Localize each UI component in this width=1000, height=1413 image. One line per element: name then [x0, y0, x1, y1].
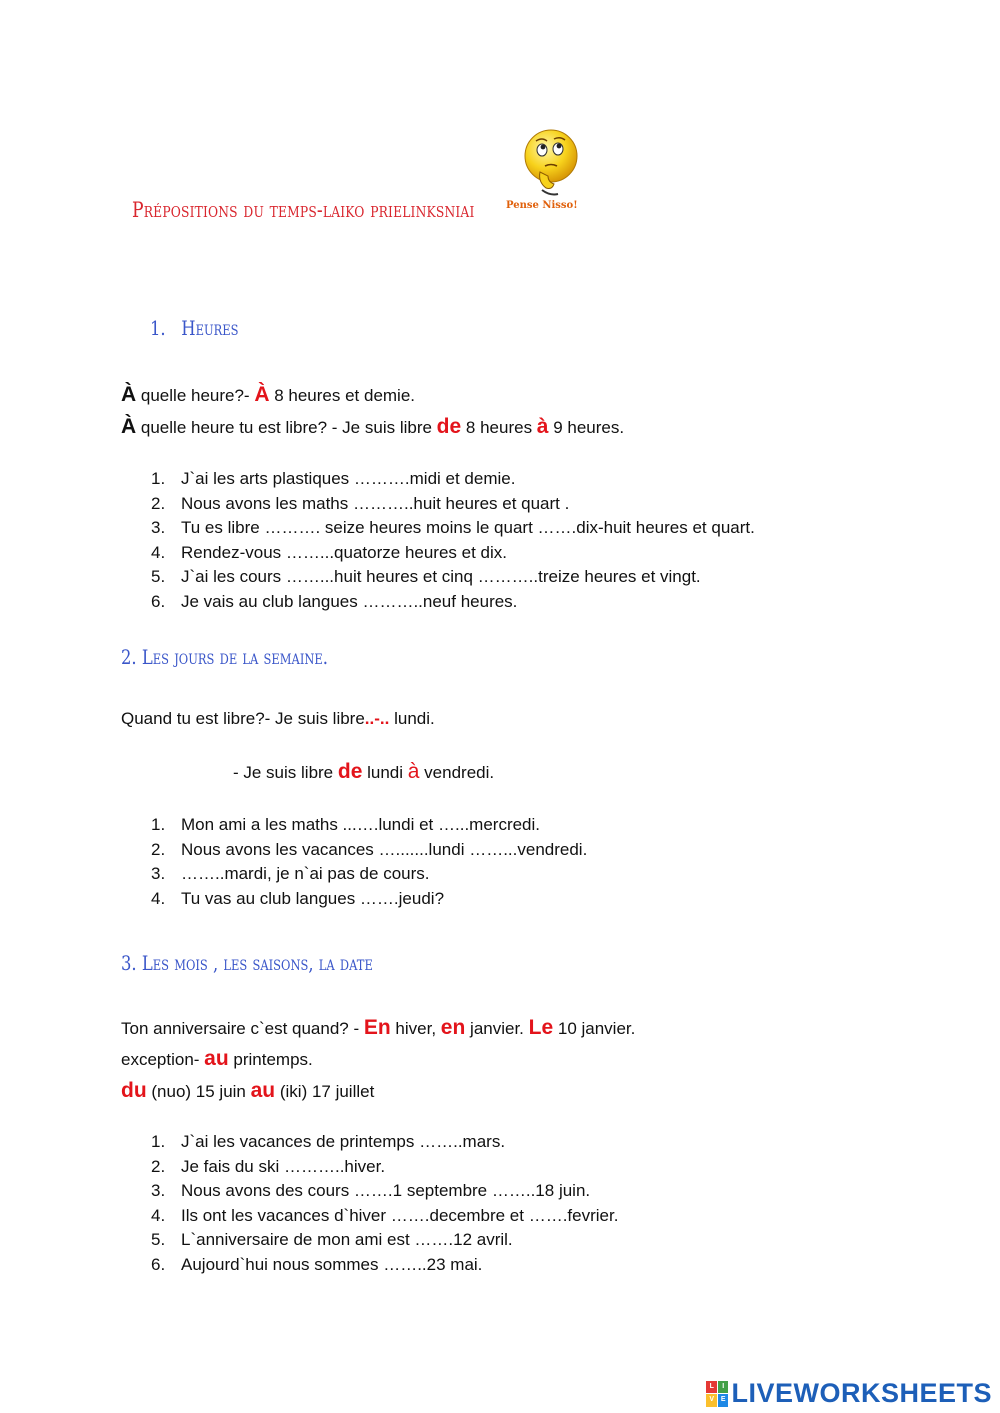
preposition-highlight: au [250, 1079, 276, 1102]
list-item: 2. Je fais du ski ………..hiver. [151, 1156, 386, 1176]
list-item: 4. Rendez-vous ……...quatorze heures et dix. [151, 542, 507, 562]
example-text: lundi [362, 763, 408, 782]
example-line [121, 1047, 313, 1071]
example-text: lundi. [389, 709, 435, 728]
example-text: quelle heure tu est libre? - Je suis libre [136, 418, 437, 437]
exercise-list-mois [151, 1130, 618, 1277]
example-text: Quand tu est libre?- Je suis libre [121, 709, 365, 728]
preposition-highlight: de [337, 760, 363, 783]
section-title: Heures [181, 316, 239, 340]
list-item: 1. Mon ami a les maths ...….lundi et …...mercredi. [151, 815, 541, 834]
list-item: 2. Nous avons les vacances ….......lundi ……...vendredi. [151, 839, 588, 859]
preposition-highlight: à [407, 760, 420, 783]
exercise-list-heures [151, 467, 755, 614]
section-heading-heures [150, 316, 239, 340]
example-text: 9 heures. [548, 418, 625, 437]
list-item: 4. Tu vas au club langues …….jeudi? [151, 888, 445, 908]
brand-badge-icon: L I V E [706, 1381, 728, 1407]
preposition-highlight: Le [528, 1016, 554, 1039]
preposition-highlight: En [363, 1016, 391, 1039]
exercise-list-jours [151, 813, 587, 911]
example-line [121, 415, 624, 439]
example-text: 8 heures [461, 418, 537, 437]
example-text: 10 janvier. [553, 1019, 636, 1038]
list-item: 3. ……..mardi, je n`ai pas de cours. [151, 864, 430, 883]
preposition-highlight: au [204, 1047, 229, 1070]
preposition-highlight: À [254, 383, 270, 406]
example-text: janvier. [465, 1019, 529, 1038]
example-text: - Je suis libre [233, 763, 338, 782]
example-text: quelle heure?- [136, 386, 255, 405]
example-text: Ton anniversaire c`est quand? - [121, 1019, 364, 1038]
preposition-highlight: de [436, 415, 462, 438]
example-text: (iki) 17 juillet [275, 1082, 375, 1101]
preposition-highlight: à [536, 415, 549, 438]
example-text: printemps. [228, 1050, 313, 1069]
example-line [233, 760, 494, 784]
list-item: 2. Nous avons les maths ………..huit heures et quart . [151, 493, 570, 513]
example-text: hiver, [390, 1019, 441, 1038]
example-line [121, 1016, 635, 1040]
example-text: 8 heures et demie. [269, 386, 416, 405]
example-line [121, 383, 415, 407]
preposition-highlight: du [121, 1079, 147, 1102]
list-item: 1. J`ai les arts plastiques ……….midi et demie. [151, 469, 516, 488]
preposition-highlight: en [440, 1016, 466, 1039]
section-number: 1. [150, 316, 166, 340]
brand-name: LIVEWORKSHEETS [731, 1378, 992, 1408]
worksheet-title: Prépositions du temps-laiko prielinksniai [132, 198, 475, 222]
liveworksheets-logo[interactable] [706, 1378, 992, 1409]
list-item: 1. J`ai les vacances de printemps ……..mars. [151, 1132, 506, 1151]
list-item: 4. Ils ont les vacances d`hiver …….decembre et …….fevrier. [151, 1205, 619, 1225]
preposition-blank: ..-.. [364, 709, 390, 728]
list-item: 5. L`anniversaire de mon ami est …….12 avril. [151, 1230, 513, 1249]
example-text: À [121, 415, 137, 438]
thinking-smiley-icon [520, 128, 582, 198]
list-item: 5. J`ai les cours ……...huit heures et cinq ………..treize heures et vingt. [151, 567, 701, 586]
example-text: (nuo) 15 juin [146, 1082, 251, 1101]
example-text: vendredi. [419, 763, 495, 782]
example-line [121, 709, 435, 729]
mascot-label: Pense Nisso! [506, 200, 578, 211]
section-heading-jours: 2. Les jours de la semaine. [121, 645, 329, 669]
list-item: 6. Aujourd`hui nous sommes ……..23 mai. [151, 1254, 483, 1274]
example-text: À [121, 383, 137, 406]
list-item: 3. Nous avons des cours …….1 septembre ……..18 juin. [151, 1181, 591, 1200]
section-heading-mois: 3. Les mois , les saisons, la date [121, 951, 373, 975]
example-line [121, 1079, 374, 1103]
example-text: exception- [121, 1050, 205, 1069]
list-item: 6. Je vais au club langues ………..neuf heures. [151, 591, 518, 611]
list-item: 3. Tu es libre ………. seize heures moins le quart …….dix-huit heures et quart. [151, 518, 755, 537]
